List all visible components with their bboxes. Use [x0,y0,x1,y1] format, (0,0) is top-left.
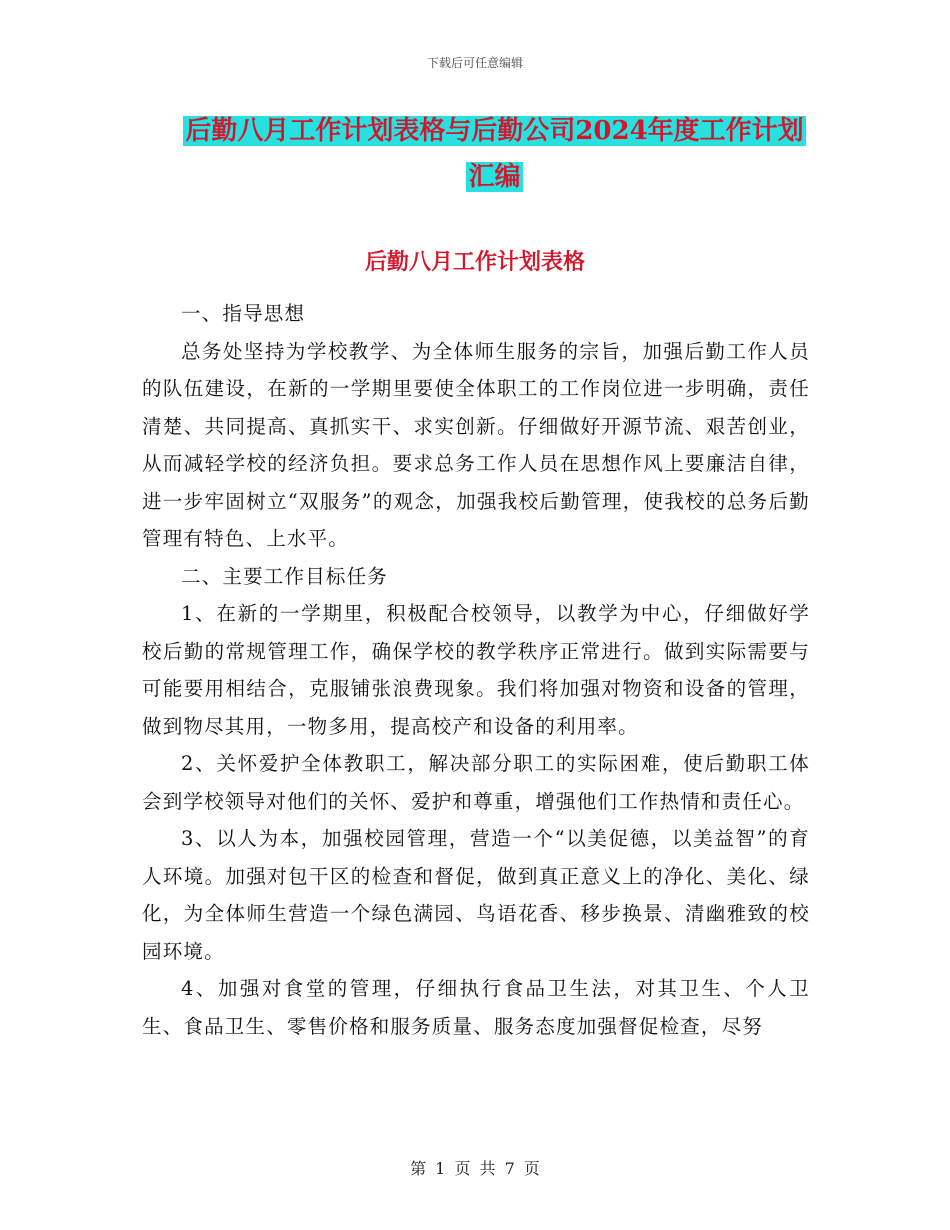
paragraph-task-2: 2、关怀爱护全体教职工，解决部分职工的实际困难，使后勤职工体会到学校领导对他们的关怀、爱护和尊重，增强他们工作热情和责任心。 [142,752,810,813]
paragraph-task-4: 4、加强对食堂的管理，仔细执行食品卫生法，对其卫生、个人卫生、食品卫生、零售价格和服务质量、服务态度加强督促检查，尽努 [142,977,810,1038]
document-title [142,108,847,200]
document-title-line-1: 后勤八月工作计划表格与后勤公司2024年度工作计划 [185,116,804,146]
document-title-line-2: 汇编 [468,162,521,192]
body-text [142,295,810,1045]
section-title: 后勤八月工作计划表格 [364,249,585,275]
page-footer: 第 1 页 共 7 页 [410,1159,540,1178]
paragraph-task-3: 3、以人为本，加强校园管理，营造一个“以美促德，以美益智”的育人环境。加强对包干区的检查和督促，做到真正意义上的净化、美化、绿化，为全体师生营造一个绿色满园、鸟语花香、移步换景、清幽雅致的校园环境。 [142,827,810,963]
heading-main-tasks: 二、主要工作目标任务 [181,564,389,588]
header-note: 下载后可任意编辑 [426,56,523,70]
paragraph-task-1: 1、在新的一学期里，积极配合校领导，以教学为中心，仔细做好学校后勤的常规管理工作，确保学校的教学秩序正常进行。做到实际需要与可能要用相结合，克服铺张浪费现象。我们将加强对物资和设备的管理，做到物尽其用，一物多用，提高校产和设备的利用率。 [142,602,810,738]
heading-guiding-ideology: 一、指导思想 [181,302,306,325]
paragraph-guiding-ideology: 总务处坚持为学校教学、为全体师生服务的宗旨，加强后勤工作人员的队伍建设，在新的一学期里要使全体职工的工作岗位进一步明确，责任清楚、共同提高、真抓实干、求实创新。仔细做好开源节流、艰苦创业，从而减轻学校的经济负担。要求总务工作人员在思想作风上要廉洁自律，进一步牢固树立“双服务”的观念，加强我校后勤管理，使我校的总务后勤管理有特色、上水平。 [142,339,810,550]
